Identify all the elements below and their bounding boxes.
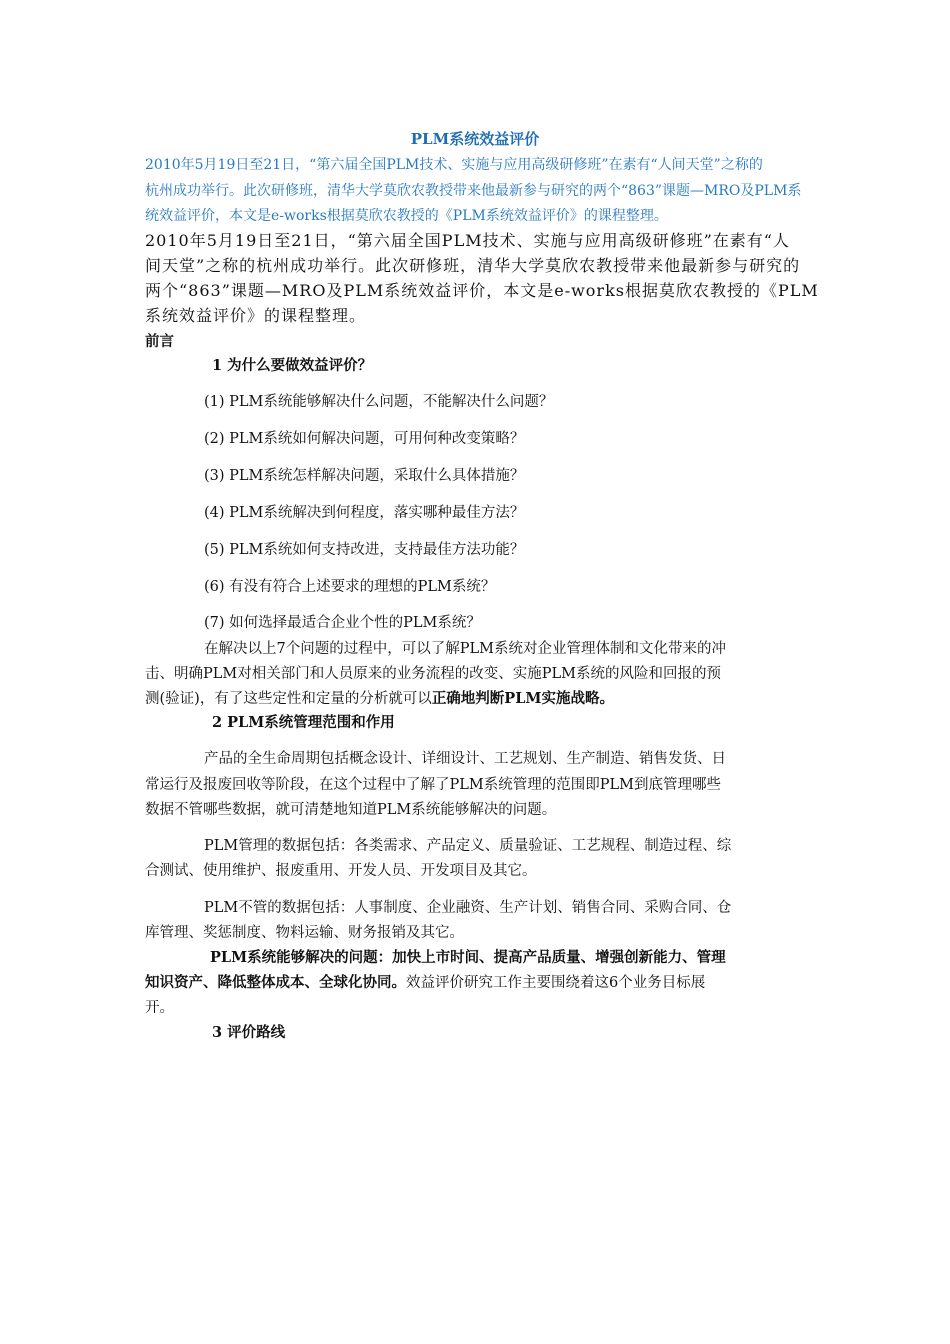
problems-line-2-bold: 知识资产、降低整体成本、全球化协同。 (145, 974, 406, 991)
question-item-3: (3) PLM系统怎样解决问题，采取什么具体措施？ (204, 468, 525, 484)
question-item-1: (1) PLM系统能够解决什么问题，不能解决什么问题？ (204, 394, 554, 410)
lifecycle-line-3: 数据不管哪些数据，就可清楚地知道PLM系统能够解决的问题。 (145, 802, 557, 818)
conclusion-line-3-plain: 测(验证)，有了这些定性和定量的分析就可以 (145, 691, 432, 707)
lifecycle-line-2: 常运行及报废回收等阶段，在这个过程中了解了PLM系统管理的范围即PLM到底管理哪些 (145, 777, 721, 793)
intro-blue-line-3: 统效益评价，本文是e-works根据莫欣农教授的《PLM系统效益评价》的课程整理。 (145, 208, 668, 224)
managed-line-2: 合测试、使用维护、报废重用、开发人员、开发项目及其它。 (145, 863, 537, 879)
intro-black-line-3: 两个“863”课题—MRO及PLM系统效益评价，本文是e-works根据莫欣农教授的《PLM (145, 281, 819, 300)
managed-line-1: PLM管理的数据包括：各类需求、产品定义、质量验证、工艺规程、制造过程、综 (204, 838, 732, 854)
question-item-5: (5) PLM系统如何支持改进，支持最佳方法功能？ (204, 542, 525, 558)
unmanaged-line-2: 库管理、奖惩制度、物料运输、财务报销及其它。 (145, 925, 464, 941)
conclusion-line-3 (145, 687, 614, 708)
problems-line-2 (145, 971, 705, 992)
preface-heading: 前言 (145, 333, 174, 350)
intro-blue-line-1: 2010年5月19日至21日，“第六届全国PLM技术、实施与应用高级研修班”在素有“人间天堂”之称的 (145, 157, 763, 173)
document-title: PLM系统效益评价 (410, 130, 540, 148)
intro-black-line-1: 2010年5月19日至21日，“第六届全国PLM技术、实施与应用高级研修班”在素有“人 (145, 231, 790, 250)
section-3-heading: 3 评价路线 (212, 1024, 286, 1041)
section-2-heading: 2 PLM系统管理范围和作用 (212, 714, 395, 731)
question-item-4: (4) PLM系统解决到何程度，落实哪种最佳方法？ (204, 505, 525, 521)
section-1-heading: 1 为什么要做效益评价？ (212, 357, 373, 374)
problems-line-1: PLM系统能够解决的问题：加快上市时间、提高产品质量、增强创新能力、管理 (210, 949, 726, 966)
intro-blue-line-2: 杭州成功举行。此次研修班，清华大学莫欣农教授带来他最新参与研究的两个“863”课题—MRO及PLM系 (145, 183, 802, 199)
problems-line-3: 开。 (145, 1000, 174, 1016)
conclusion-line-1: 在解决以上7个问题的过程中，可以了解PLM系统对企业管理体制和文化带来的冲 (204, 641, 726, 657)
lifecycle-line-1: 产品的全生命周期包括概念设计、详细设计、工艺规划、生产制造、销售发货、日 (204, 751, 726, 767)
question-item-7: (7) 如何选择最适合企业个性的PLM系统？ (204, 615, 481, 631)
intro-black-line-2: 间天堂”之称的杭州成功举行。此次研修班，清华大学莫欣农教授带来他最新参与研究的 (145, 256, 801, 275)
question-item-2: (2) PLM系统如何解决问题，可用何种改变策略？ (204, 431, 525, 447)
unmanaged-line-1: PLM不管的数据包括：人事制度、企业融资、生产计划、销售合同、采购合同、仓 (204, 900, 732, 916)
problems-line-2-plain: 效益评价研究工作主要围绕着这6个业务目标展 (406, 975, 706, 991)
conclusion-line-3-bold: 正确地判断PLM实施战略。 (431, 690, 614, 707)
question-item-6: (6) 有没有符合上述要求的理想的PLM系统？ (204, 579, 496, 595)
conclusion-line-2: 击、明确PLM对相关部门和人员原来的业务流程的改变、实施PLM系统的风险和回报的预 (145, 666, 721, 682)
intro-black-line-4: 系统效益评价》的课程整理。 (145, 306, 367, 325)
